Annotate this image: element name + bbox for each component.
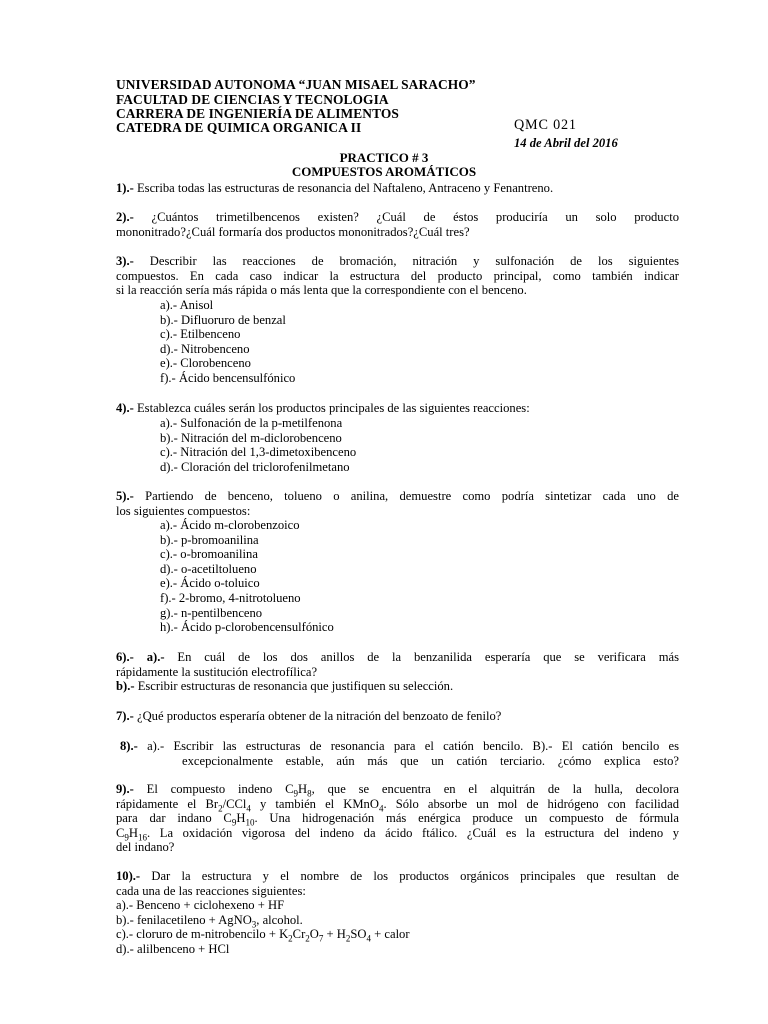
text-run: C [116, 825, 125, 840]
question-number: 4).- [116, 401, 134, 415]
subscript: 2 [218, 803, 223, 814]
question-text-line: En cuál de los dos anillos de la benzanilida esperaría que se verificara más [164, 650, 679, 664]
list-item: c).- Nitración del 1,3-dimetoxibenceno [160, 445, 357, 460]
list-item: b).- Difluoruro de benzal [160, 312, 286, 327]
subscript: 7 [318, 933, 324, 944]
list-item: d).- Cloración del triclorofenilmetano [160, 459, 350, 474]
text-run: Cr [292, 927, 306, 942]
question-text-line: compuestos. En cada caso indicar la estructura del producto principal, como también indicar [116, 268, 679, 283]
document-date: 14 de Abril del 2016 [514, 136, 618, 150]
subscript: 4 [378, 803, 384, 814]
question-5-items [160, 518, 334, 635]
text-run: SO [350, 927, 367, 942]
practice-title: PRACTICO # 3 [339, 150, 429, 165]
subscript: 2 [288, 933, 293, 944]
question-4-items [160, 416, 356, 474]
text-run: , alcohol. [256, 912, 303, 927]
chair-name: CATEDRA DE QUIMICA ORGANICA II [116, 120, 362, 135]
course-code: QMC 021 [514, 117, 577, 133]
text-run: , que se encuentra en el alquitrán de la hulla, decolora [311, 782, 679, 796]
text-run: rápidamente el Br [116, 796, 219, 811]
list-item: a).- Benceno + ciclohexeno + HF [116, 898, 285, 913]
question-4 [116, 401, 679, 416]
text-run: El compuesto indeno C [133, 782, 294, 796]
list-item: a).- Ácido m-clorobenzoico [160, 518, 300, 532]
list-item: b).- Nitración del m-diclorobenceno [160, 430, 342, 445]
question-number: 8).- [120, 739, 138, 753]
text-run: c).- cloruro de m-nitrobencilo + K [116, 927, 289, 942]
list-item [116, 927, 679, 942]
question-2 [116, 210, 679, 239]
question-text: Escribir estructuras de resonancia que justifiquen su selección. [134, 679, 454, 694]
subscript: 9 [124, 832, 129, 843]
question-text: ¿Qué productos esperaría obtener de la nitración del benzoato de fenilo? [133, 709, 502, 723]
question-number: 9).- [116, 782, 134, 796]
question-number: 6).- [116, 650, 134, 664]
text-run: + H [323, 927, 346, 942]
list-item: c).- Etilbenceno [160, 327, 241, 342]
subscript: 2 [305, 933, 310, 944]
question-text-line: excepcionalmente estable, aún más que un catión terciario. ¿cómo explica esto? [182, 753, 679, 768]
university-name: UNIVERSIDAD AUTONOMA “JUAN MISAEL SARACHO” [116, 77, 476, 92]
list-item: e).- Clorobenceno [160, 356, 251, 371]
subscript: 10 [245, 817, 255, 828]
career-name: CARRERA DE INGENIERÍA DE ALIMENTOS [116, 106, 399, 121]
list-item: c).- o-bromoanilina [160, 547, 258, 562]
sub-question-label: b).- [116, 679, 135, 694]
question-text-line: del indano? [116, 840, 175, 855]
list-item: d).- alilbenceno + HCl [116, 941, 230, 956]
list-item: b).- p-bromoanilina [160, 532, 259, 547]
question-text-line: Partiendo de benceno, tolueno o anilina, demuestre como podría sintetizar cada uno de [133, 489, 679, 503]
text-run: . Sólo absorbe un mol de hidrógeno con facilidad [383, 796, 679, 811]
question-number: 1).- [116, 181, 134, 195]
question-text-line: Describir las reacciones de bromación, nitración y sulfonación de los siguientes [133, 254, 679, 268]
question-number: 3).- [116, 254, 134, 268]
question-text: Establezca cuáles serán los productos principales de las siguientes reacciones: [133, 401, 530, 415]
list-item: f).- 2-bromo, 4-nitrotolueno [160, 590, 301, 605]
question-number: 7).- [116, 709, 134, 723]
question-text: Escriba todas las estructuras de resonancia del Naftaleno, Antraceno y Fenantreno. [133, 181, 554, 195]
question-text-line: ¿Cuántos trimetilbencenos existen? ¿Cuál de éstos produciría un solo producto [133, 210, 679, 224]
subscript: 9 [231, 817, 237, 828]
list-item: h).- Ácido p-clorobencensulfónico [160, 620, 334, 635]
question-number: 10).- [116, 869, 141, 883]
subscript: 2 [345, 933, 351, 944]
question-3 [116, 254, 679, 298]
list-item [116, 913, 679, 928]
question-text-line: mononitrado?¿Cuál formaría dos productos mononitrados?¿Cuál tres? [116, 224, 470, 239]
list-item: d).- Nitrobenceno [160, 341, 250, 356]
text-run: /CCl [222, 796, 247, 811]
text-run: y también el KMnO [250, 796, 379, 811]
text-run: para dar indano C [116, 811, 232, 826]
faculty-name: FACULTAD DE CIENCIAS Y TECNOLOGIA [116, 92, 389, 107]
question-number: 5).- [116, 489, 134, 503]
question-1 [116, 181, 679, 196]
question-text-line: si la reacción sería más rápida o más lenta que la correspondiente con el benceno. [116, 283, 527, 298]
text-run: O [309, 927, 319, 942]
question-9 [116, 782, 679, 855]
list-item: d).- o-acetiltolueno [160, 561, 257, 576]
subscript: 16 [138, 832, 148, 843]
text-run: + calor [370, 927, 410, 942]
question-10 [116, 869, 679, 957]
list-item: a).- Sulfonación de la p-metilfenona [160, 416, 343, 430]
question-number: 2).- [116, 210, 134, 224]
text-run: H [236, 811, 246, 826]
question-6 [116, 650, 679, 694]
subscript: 4 [366, 933, 371, 944]
subscript: 9 [293, 788, 299, 799]
question-8 [120, 739, 679, 768]
text-run: H [128, 825, 139, 840]
question-5 [116, 489, 679, 518]
list-item: f).- Ácido bencensulfónico [160, 370, 296, 385]
subscript: 8 [307, 788, 312, 799]
list-item: e).- Ácido o-toluico [160, 576, 260, 591]
question-text-line: Dar la estructura y el nombre de los productos orgánicos principales que resultan de [140, 869, 679, 883]
text-run: b).- fenilacetileno + AgNO [116, 912, 252, 927]
list-item: g).- n-pentilbenceno [160, 605, 263, 620]
question-3-items [160, 298, 295, 386]
question-text-line: cada una de las reacciones siguientes: [116, 883, 306, 898]
question-7 [116, 709, 679, 724]
topic-title: COMPUESTOS AROMÁTICOS [291, 164, 477, 179]
subscript: 4 [246, 803, 251, 814]
subscript: 3 [251, 919, 257, 930]
question-text-line: rápidamente la sustitución electrofílica? [116, 664, 318, 679]
text-run: . Una hidrogenación más enérgica produce un compuesto de fórmula [254, 811, 680, 826]
question-text-line: a).- Escribir las estructuras de resonancia para el catión bencilo. B).- El catión bencilo es [137, 739, 679, 753]
text-run: H [298, 782, 308, 796]
list-item: a).- Anisol [160, 298, 214, 312]
question-text-line: los siguientes compuestos: [116, 503, 251, 518]
sub-question-label: a).- [146, 650, 165, 664]
text-run: . La oxidación vigorosa del indeno da ácido ftálico. ¿Cuál es la estructura del indeno y [147, 825, 679, 840]
